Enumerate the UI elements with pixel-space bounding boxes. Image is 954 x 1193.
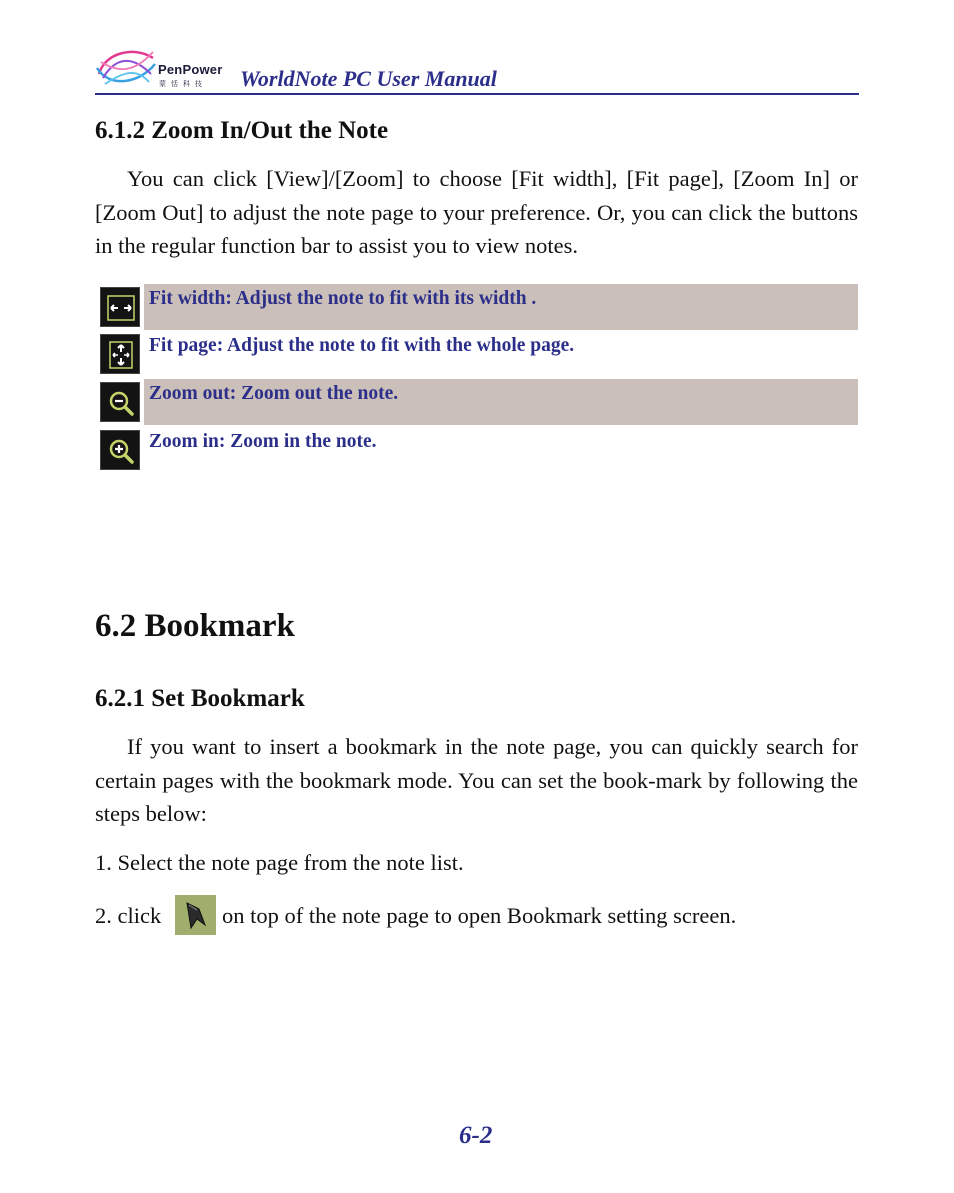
fit-page-description: Fit page: Adjust the note to fit with the whole page. [149,335,575,356]
manual-title: WorldNote PC User Manual [240,66,497,91]
table-row [96,427,858,473]
section-heading-bookmark: 6.2 Bookmark [95,608,295,644]
fit-width-description: Fit width: Adjust the note to fit with its width . [149,288,537,309]
zoom-in-description: Zoom in: Zoom in the note. [149,431,377,452]
logo-swirl-icon [95,44,157,90]
step-2-prefix: 2. click [95,903,162,928]
zoom-out-description: Zoom out: Zoom out the note. [149,383,399,404]
header-divider [95,93,859,95]
table-row [96,284,858,330]
logo-subtitle: 蒙恬科技 [159,80,207,88]
zoom-paragraph: You can click [View]/[Zoom] to choose [Fit width], [Fit page], [Zoom In] or [Zoom Out] to adjust the note page to your preference. Or, you can click the buttons in the regular function bar to assist you to view notes. [95,166,858,258]
bookmark-paragraph: If you want to insert a bookmark in the note page, you can quickly search for certain pages with the bookmark mode. You can set the book-mark by following the steps below: [95,734,858,826]
logo-name: PenPower [158,62,223,77]
penpower-logo [95,44,235,90]
table-row [96,379,858,425]
fit-width-icon [100,287,140,327]
zoom-out-icon [100,382,140,422]
step-1: 1. Select the note page from the note list. [95,850,464,875]
fit-page-icon [100,334,140,374]
step-2-suffix: on top of the note page to open Bookmark setting screen. [222,903,737,928]
section-heading-zoom: 6.1.2 Zoom In/Out the Note [95,117,389,144]
zoom-in-icon [100,430,140,470]
table-row [96,331,858,377]
bookmark-icon [175,895,216,935]
page-number: 6-2 [459,1122,493,1149]
page-header [95,40,859,96]
subsection-heading-set-bookmark: 6.2.1 Set Bookmark [95,685,305,712]
